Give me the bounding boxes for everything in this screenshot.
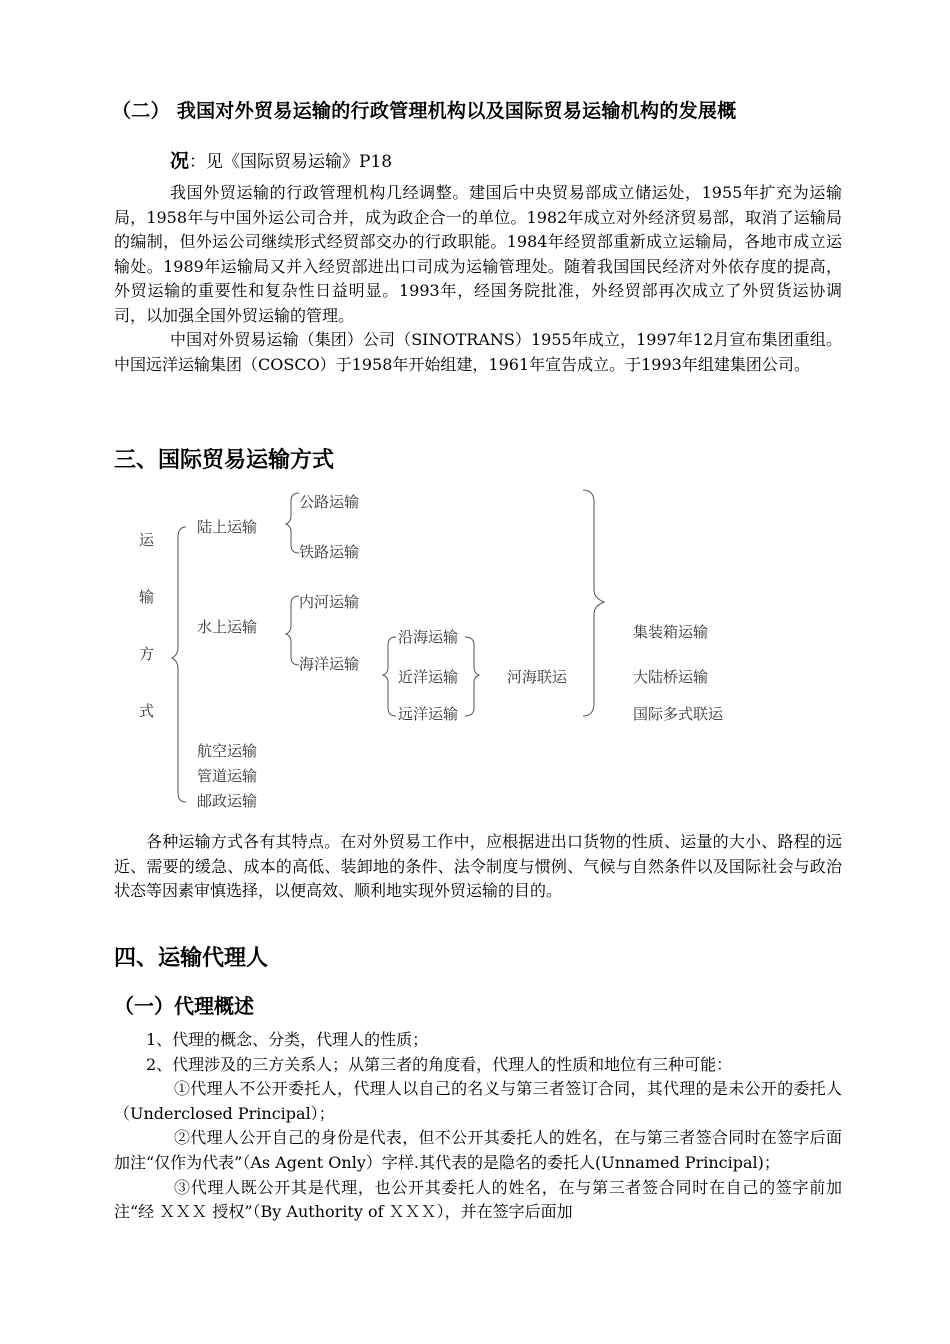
water-transport-label: 水上运输 xyxy=(197,618,258,636)
list-subitem: ③代理人既公开其是代理，也公开其委托人的姓名，在与第三者签合同时在自己的签字前加注“经 ＸＸＸ 授权”（By Authority of ＸＸＸ），并在签字后面加 xyxy=(114,1177,842,1222)
coastal-transport-label: 沿海运输 xyxy=(398,628,459,646)
postal-transport-label: 邮政运输 xyxy=(197,792,258,810)
agency-list xyxy=(114,1028,842,1225)
root-char: 运 xyxy=(139,531,155,549)
root-char: 输 xyxy=(139,588,155,606)
air-transport-label: 航空运输 xyxy=(197,742,258,760)
ocean-brace xyxy=(383,637,396,716)
history-paragraphs xyxy=(114,181,842,377)
list-item: 1、代理的概念、分类，代理人的性质； xyxy=(146,1030,429,1049)
list-item: 2、代理涉及的三方关系人；从第三者的角度看，代理人的性质和地位有三种可能： xyxy=(146,1054,733,1074)
water-brace xyxy=(286,596,299,665)
rail-transport-label: 铁路运输 xyxy=(299,543,360,561)
sea-routes-brace xyxy=(465,637,479,716)
root-char: 式 xyxy=(139,702,155,720)
container-transport-label: 集装箱运输 xyxy=(633,623,709,641)
river-sea-label: 河海联运 xyxy=(507,668,568,686)
list-subitem: ①代理人不公开委托人，代理人以自己的名义与第三者签订合同，其代理的是未公开的委托人（Underclosed Principal）； xyxy=(114,1079,842,1123)
root-brace xyxy=(172,527,186,802)
paragraph: 中国对外贸易运输（集团）公司（SINOTRANS）1955年成立，1997年12月宣布集团重组。中国远洋运输集团（COSCO）于1958年开始组建，1961年宣告成立。于1993年组建集团公司。 xyxy=(114,330,842,374)
road-transport-label: 公路运输 xyxy=(299,493,360,511)
far-sea-transport-label: 远洋运输 xyxy=(398,705,459,723)
section-title: 四、运输代理人 xyxy=(114,946,269,971)
inland-transport-label: 内河运输 xyxy=(299,593,360,611)
pipeline-transport-label: 管道运输 xyxy=(197,767,258,785)
section-heading-continuation xyxy=(170,146,392,173)
land-transport-label: 陆上运输 xyxy=(197,518,258,536)
subsection-title: （一）代理概述 xyxy=(114,994,254,1018)
ocean-transport-label: 海洋运输 xyxy=(299,655,360,673)
near-sea-transport-label: 近洋运输 xyxy=(398,668,459,686)
root-char: 方 xyxy=(139,645,155,663)
section-title: 三、国际贸易运输方式 xyxy=(114,448,335,473)
combined-brace xyxy=(583,490,604,716)
multimodal-transport-label: 国际多式联运 xyxy=(633,705,724,723)
land-brace xyxy=(286,493,299,553)
heading-cont-char: 况 xyxy=(170,150,190,172)
paragraph: 各种运输方式各有其特点。在对外贸易工作中，应根据进出口货物的性质、运量的大小、路程的远近、需要的缓急、成本的高低、装卸地的条件、法令制度与惯例、气候与自然条件以及国际社会与政治状态等因素审慎选择，以便高效、顺利地实现外贸运输的目的。 xyxy=(114,832,842,900)
paragraph: 我国外贸运输的行政管理机构几经调整。建国后中央贸易部成立储运处，1955年扩充为运输局，1958年与中国外运公司合并，成为政企合一的单位。1982年成立对外经济贸易部，取消了运输局的编制，但外运公司继续形式经贸部交办的行政职能。1984年经贸部重新成立运输局，各地市成立运输处。1989年运输局又并入经贸部进出口司成为运输管理处。随着我国国民经济对外依存度的提高，外贸运输的重要性和复杂性日益明显。1993年，经国务院批准，外经贸部再次成立了外贸货运协调司，以加强全国外贸运输的管理。 xyxy=(114,183,842,325)
transport-modes-paragraph-block xyxy=(114,830,842,904)
landbridge-transport-label: 大陆桥运输 xyxy=(633,668,709,686)
book-reference: ：见《国际贸易运输》P18 xyxy=(189,152,393,172)
section-heading: （二） 我国对外贸易运输的行政管理机构以及国际贸易运输机构的发展概 xyxy=(112,100,737,122)
list-subitem: ②代理人公开自己的身份是代表，但不公开其委托人的姓名，在与第三者签合同时在签字后面加注“仅作为代表”（As Agent Only）字样.其代表的是隐名的委托人(Unnamed Principal)； xyxy=(114,1128,842,1172)
